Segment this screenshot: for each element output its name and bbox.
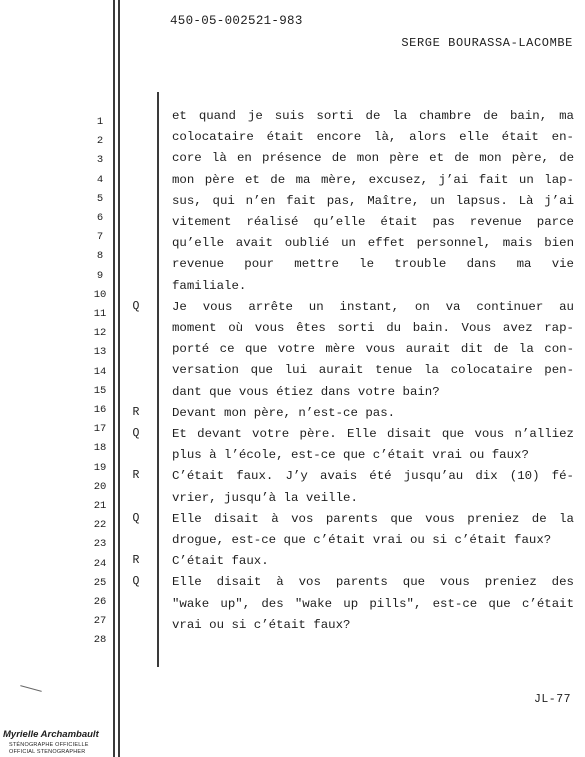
transcript-line: Elle disait à vos parents que vous preniez de la (172, 511, 574, 526)
line-number: 1 (96, 116, 104, 128)
speaker-marker: R (132, 469, 140, 483)
transcript-line: vitement réalisé qu’elle était pas revenue parce (172, 215, 574, 229)
line-number: 12 (93, 327, 107, 340)
line-number: 22 (93, 519, 107, 532)
line-number: 4 (96, 173, 104, 186)
line-number: 19 (93, 461, 107, 474)
line-number: 28 (93, 634, 107, 647)
transcript-line: vrier, jusqu’à la veille. (172, 490, 358, 505)
transcript-line: versation que lui aurait tenue la colocataire pen- (172, 363, 574, 378)
line-number: 9 (96, 269, 104, 282)
transcript-line: et quand je suis sorti de la chambre de bain, ma (172, 109, 574, 123)
transcript-line: mon père et de ma mère, excusez, j’ai fait un lap- (172, 172, 574, 187)
transcript-line: vrai ou si c’était faux? (172, 617, 351, 632)
line-number: 5 (96, 192, 104, 205)
line-number: 2 (96, 135, 104, 148)
line-number: 25 (93, 576, 107, 589)
stenographer-title-en: OFFICIAL STENOGRAPHER (9, 749, 86, 755)
line-number: 16 (93, 404, 107, 416)
line-number: 21 (93, 500, 107, 512)
line-number: 7 (96, 231, 104, 244)
stenographer-name: Myrielle Archambault (3, 729, 99, 740)
speaker-marker: R (132, 554, 140, 568)
case-number: 450-05-002521-983 (170, 14, 303, 28)
transcript-line: moment où vous êtes sorti du bain. Vous avez rap- (172, 321, 574, 335)
speaker-marker: R (132, 405, 140, 419)
page-reference: JL-77 (533, 693, 571, 706)
transcript-line: qu’elle avait oublié un effet personnel, mais bien (172, 236, 574, 251)
transcript-line: C’était faux. J’y avais été jusqu’au dix (10) fé- (172, 469, 574, 484)
line-number: 3 (96, 154, 104, 167)
transcript-line: Devant mon père, n’est-ce pas. (172, 405, 396, 420)
line-number: 6 (96, 212, 104, 224)
margin-mark (20, 685, 42, 692)
witness-name: SERGE BOURASSA-LACOMBE (401, 36, 573, 50)
line-number: 13 (93, 346, 107, 359)
transcript-line: drogue, est-ce que c’était vrai ou si c’était faux? (172, 533, 552, 547)
transcript-line: Et devant votre père. Elle disait que vous n’alliez (172, 427, 574, 441)
transcript-line: dant que vous étiez dans votre bain? (172, 384, 440, 399)
line-number: 17 (93, 423, 107, 436)
transcript-line: "wake up", des "wake up pills", est-ce que c’était (172, 596, 574, 611)
transcript-line: plus à l’école, est-ce que c’était vrai ou faux? (172, 448, 529, 463)
speaker-marker: Q (132, 299, 140, 313)
line-number: 23 (93, 538, 107, 551)
line-number: 14 (93, 365, 107, 378)
line-number: 11 (93, 308, 107, 320)
transcript-line: core là en présence de mon père et de mon père, de (172, 151, 574, 166)
transcript-line: porté ce que votre mère vous aurait dit de la con- (172, 342, 574, 357)
speaker-marker: Q (132, 427, 140, 440)
transcript-line: C’était faux. (172, 554, 269, 569)
transcript-line: revenue pour mettre le trouble dans ma vie (172, 257, 574, 272)
line-number: 10 (93, 288, 107, 301)
line-number: 15 (93, 384, 107, 397)
line-number: 27 (93, 615, 107, 628)
transcript-line: sus, qui n’en fait pas, Maître, un lapsus. Là j’ai (172, 193, 574, 208)
line-number: 18 (93, 442, 107, 455)
line-number: 8 (96, 250, 104, 263)
margin-rule-text (157, 92, 159, 667)
transcript-line: Je vous arrête un instant, on va continuer au (172, 299, 574, 314)
transcript-line: Elle disait à vos parents que vous preniez des (172, 575, 574, 590)
transcript-line: familiale. (172, 278, 247, 293)
speaker-marker: Q (132, 511, 140, 525)
line-number: 24 (93, 557, 107, 570)
stenographer-title-fr: STÉNOGRAPHE OFFICIELLE (9, 742, 89, 748)
speaker-marker: Q (132, 575, 140, 589)
line-number: 20 (93, 480, 107, 493)
line-number: 26 (93, 596, 107, 608)
transcript-line: colocataire était encore là, alors elle était en- (172, 130, 574, 145)
